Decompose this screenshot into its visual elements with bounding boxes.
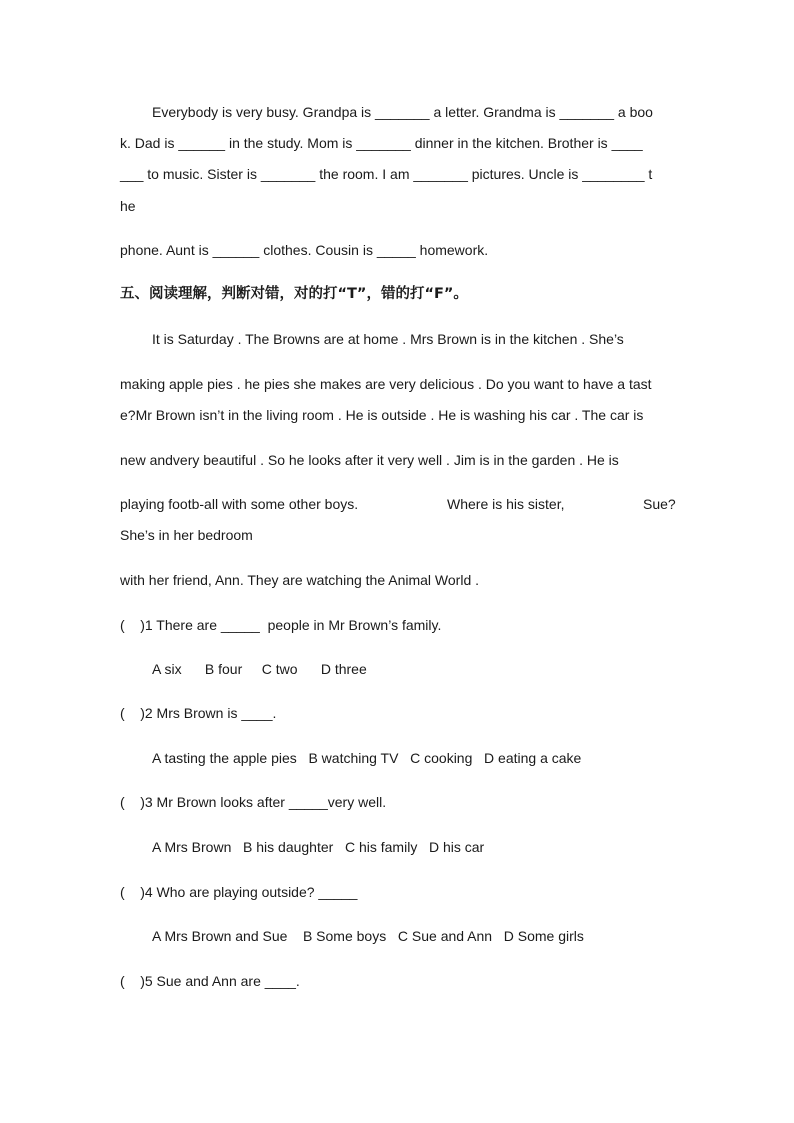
question-1-options: A six B four C two D three — [152, 661, 367, 677]
question-1-stem: ( )1 There are _____ people in Mr Brown’s family. — [120, 617, 442, 633]
passage-line-7: with her friend, Ann. They are watching the Animal World . — [120, 572, 480, 588]
question-5-stem: ( )5 Sue and Ann are ____. — [120, 973, 300, 989]
cloze-line-4: he — [120, 198, 136, 214]
cloze-line-1: Everybody is very busy. Grandpa is _______ a letter. Grandma is _______ a boo — [152, 104, 653, 120]
passage-line-5-part-1: playing footb-all with some other boys. — [120, 496, 359, 512]
question-4-options: A Mrs Brown and Sue B Some boys C Sue and Ann D Some girls — [152, 928, 584, 944]
passage-line-3: e?Mr Brown isn’t in the living room . He is outside . He is washing his car . The car is — [120, 407, 644, 423]
cloze-line-5: phone. Aunt is ______ clothes. Cousin is _____ homework. — [120, 242, 489, 258]
section-heading: 五、阅读理解，判断对错，对的打“T”，错的打“F”。 — [120, 286, 468, 302]
question-3-stem: ( )3 Mr Brown looks after _____very well. — [120, 794, 387, 810]
passage-line-6: She’s in her bedroom — [120, 527, 253, 543]
passage-line-1: It is Saturday . The Browns are at home . Mrs Brown is in the kitchen . She’s — [152, 331, 624, 347]
cloze-line-3: ___ to music. Sister is _______ the room. I am _______ pictures. Uncle is ________ t — [120, 166, 653, 182]
passage-line-2: making apple pies . he pies she makes are very delicious . Do you want to have a tast — [120, 376, 652, 392]
question-3-options: A Mrs Brown B his daughter C his family D his car — [152, 839, 485, 855]
question-2-stem: ( )2 Mrs Brown is ____. — [120, 705, 277, 721]
cloze-line-2: k. Dad is ______ in the study. Mom is _______ dinner in the kitchen. Brother is ____ — [120, 135, 643, 151]
passage-line-5-part-2: Where is his sister, — [447, 496, 565, 512]
passage-line-5-part-3: Sue? — [643, 496, 676, 512]
passage-line-4: new andvery beautiful . So he looks after it very well . Jim is in the garden . He is — [120, 452, 619, 468]
question-4-stem: ( )4 Who are playing outside? _____ — [120, 884, 358, 900]
question-2-options: A tasting the apple pies B watching TV C cooking D eating a cake — [152, 750, 582, 766]
